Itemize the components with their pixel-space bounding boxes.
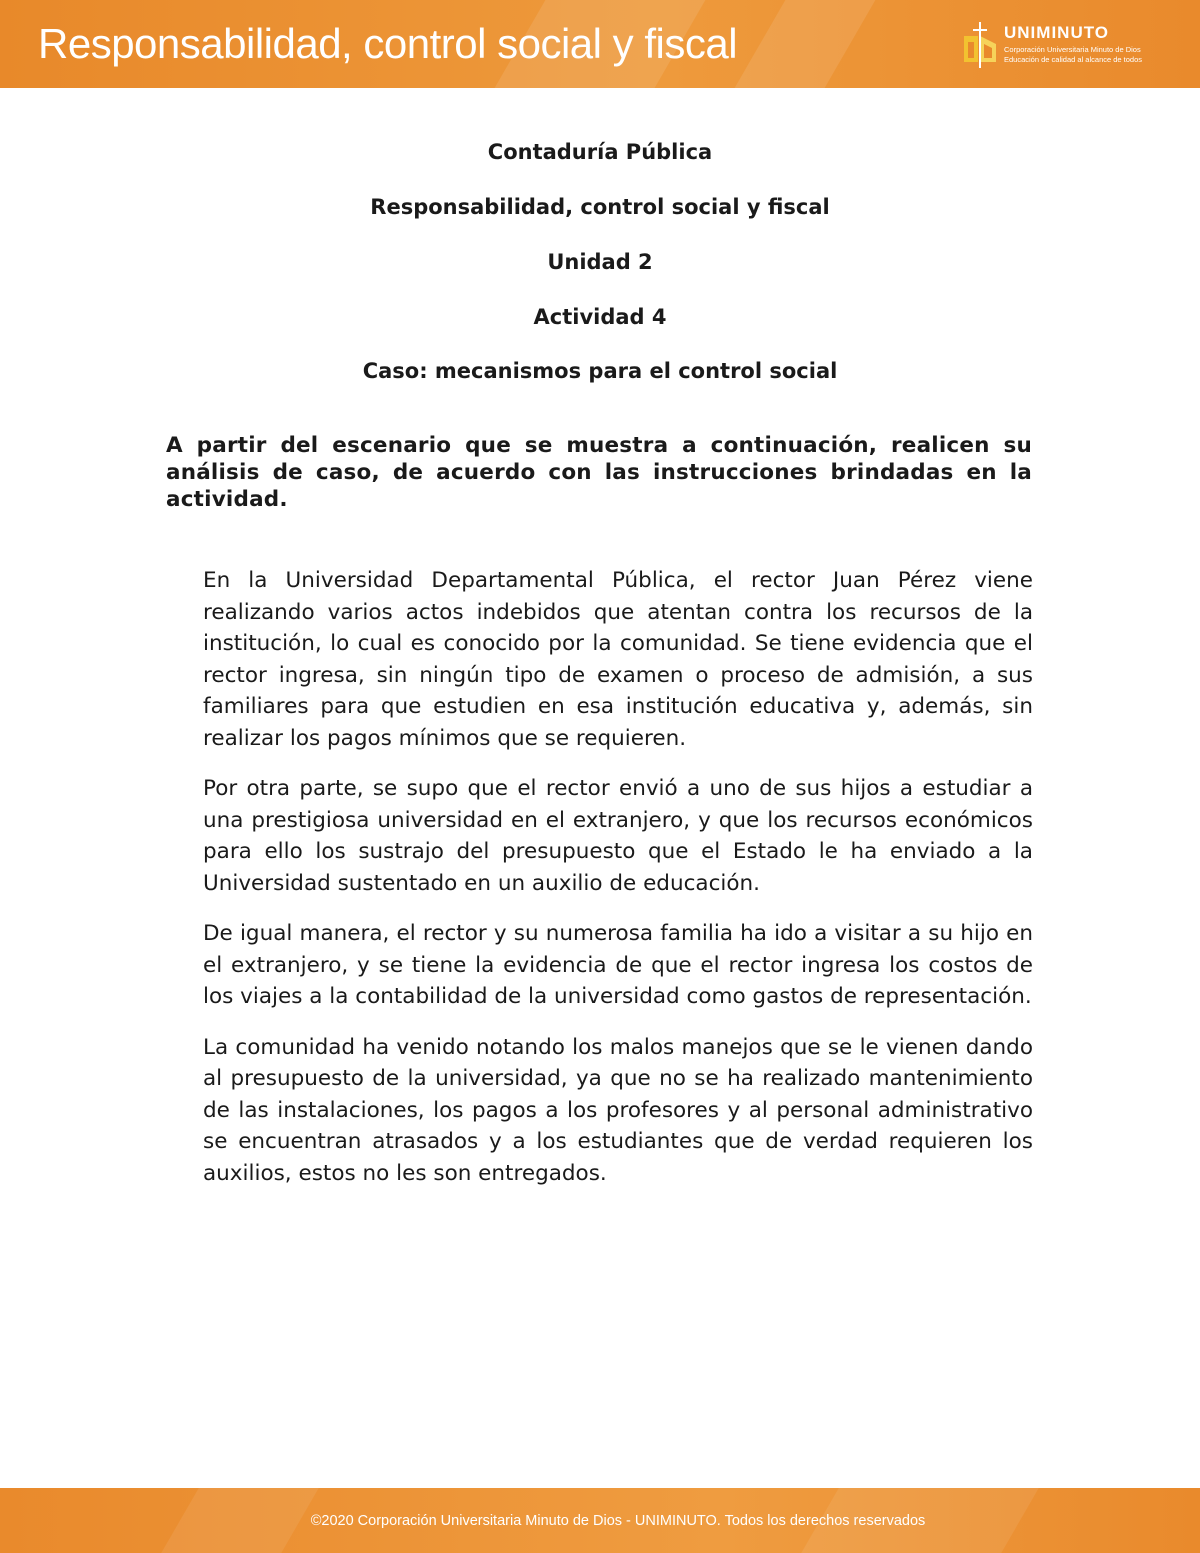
case-paragraph: La comunidad ha venido notando los malos manejos que se le vienen dando al presupuesto de la universidad, ya que no se ha realizado mantenimiento de las instalaciones, los pagos a los profesores y al personal administrativo se encuentran atrasados y a los estudiantes que de verdad requieren los auxilios, estos no les son entregados. <box>203 1034 1033 1186</box>
footer-copyright: ©2020 Corporación Universitaria Minuto de Dios - UNIMINUTO. Todos los derechos reservados <box>310 1513 926 1529</box>
logo-tagline-institution: Corporación Universitaria Minuto de Dios <box>1004 45 1141 54</box>
unit-title: Unidad 2 <box>547 250 653 274</box>
course-title: Responsabilidad, control social y fiscal <box>370 195 830 219</box>
header-decor-stripe <box>735 0 876 88</box>
page-header-band <box>0 0 1200 88</box>
logo-tagline-slogan: Educación de calidad al alcance de todos <box>1004 55 1143 64</box>
activity-title: Actividad 4 <box>533 305 667 329</box>
case-paragraph: Por otra parte, se supo que el rector envió a uno de sus hijos a estudiar a una prestigiosa universidad en el extranjero, y que los recursos económicos para ello los sustrajo del presupuesto que el Estado le ha enviado a la Universidad sustentado en un auxilio de educación. <box>203 776 1033 896</box>
logo-brand-name: UNIMINUTO <box>1004 23 1110 42</box>
header-course-title: Responsabilidad, control social y fiscal <box>38 20 738 67</box>
case-paragraph: De igual manera, el rector y su numerosa familia ha ido a visitar a su hijo en el extranjero, y se tiene la evidencia de que el rector ingresa los costos de los viajes a la contabilidad de la universidad como gastos de representación. <box>203 921 1033 1009</box>
uniminuto-logo <box>962 18 1162 74</box>
case-scenario <box>203 565 1033 1208</box>
page-footer-band <box>0 1488 1200 1553</box>
instructions-paragraph: A partir del escenario que se muestra a continuación, realicen su análisis de caso, de acuerdo con las instrucciones brindadas en la actividad. <box>166 433 1032 512</box>
uniminuto-logo-icon <box>962 22 998 68</box>
case-paragraph: En la Universidad Departamental Pública, el rector Juan Pérez viene realizando varios actos indebidos que atentan contra los recursos de la institución, lo cual es conocido por la comunidad. Se tiene evidencia que el rector ingresa, sin ningún tipo de examen o proceso de admisión, a sus familiares para que estudien en esa institución educativa y, además, sin realizar los pagos mínimos que se requieren. <box>203 568 1033 751</box>
program-title: Contaduría Pública <box>487 140 713 164</box>
case-title: Caso: mecanismos para el control social <box>362 359 838 383</box>
